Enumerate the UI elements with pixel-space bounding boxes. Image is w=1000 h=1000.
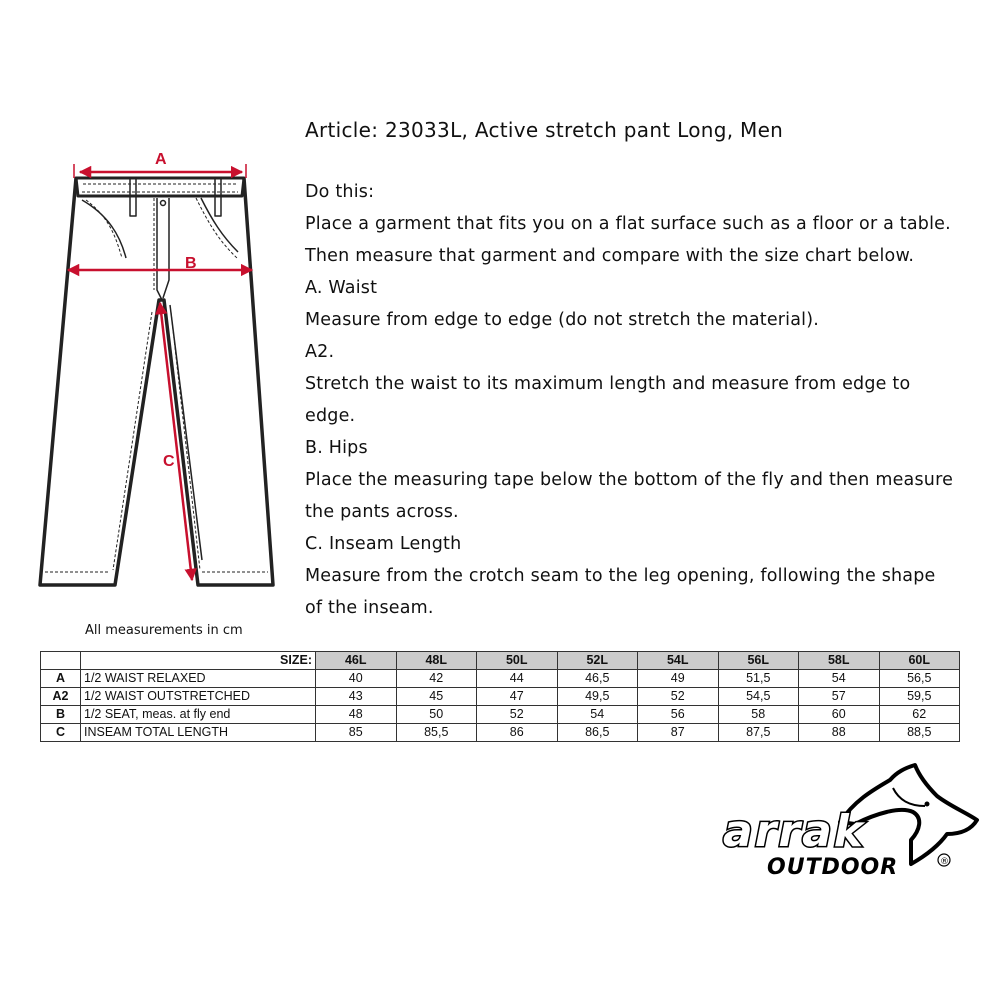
table-row [41,724,960,742]
row-label: 1/2 SEAT, meas. at fly end [81,706,316,724]
instruction-line: edge. [305,406,356,426]
measurement-cell: 49,5 [557,688,638,706]
measurement-cell: 88,5 [879,724,960,742]
measurement-cell: 45 [396,688,477,706]
table-row [41,706,960,724]
instruction-line: C. Inseam Length [305,534,462,554]
row-label: 1/2 WAIST OUTSTRETCHED [81,688,316,706]
size-header-cell: 46L [316,652,397,670]
size-header-cell: 52L [557,652,638,670]
measurement-cell: 52 [477,706,558,724]
size-chart-table [40,651,960,742]
measurement-cell: 40 [316,670,397,688]
row-label: INSEAM TOTAL LENGTH [81,724,316,742]
measurement-note: All measurements in cm [85,623,243,638]
row-code: A2 [41,688,81,706]
measurement-cell: 88 [799,724,880,742]
size-header-cell: 56L [718,652,799,670]
size-header-cell: 48L [396,652,477,670]
logo-arrak: arrak [723,806,866,857]
measurement-cell: 62 [879,706,960,724]
measurement-cell: 54 [557,706,638,724]
measurement-cell: 59,5 [879,688,960,706]
instruction-line: Then measure that garment and compare with the size chart below. [305,246,915,266]
pants-diagram [30,140,290,600]
arrak-outdoor-logo [715,760,985,880]
instruction-line: A. Waist [305,278,378,298]
instruction-line: the pants across. [305,502,459,522]
table-row [41,670,960,688]
measurement-cell: 86,5 [557,724,638,742]
table-row [41,688,960,706]
measurement-cell: 60 [799,706,880,724]
measurement-cell: 44 [477,670,558,688]
measurement-cell: 52 [638,688,719,706]
instruction-line: of the inseam. [305,598,434,618]
measurement-cell: 86 [477,724,558,742]
measurement-cell: 47 [477,688,558,706]
header-blank-cell [41,652,81,670]
measurement-cell: 42 [396,670,477,688]
article-title: Article: 23033L, Active stretch pant Long, Men [305,118,784,142]
instruction-line: Place a garment that fits you on a flat surface such as a floor or a table. [305,214,951,234]
instruction-line: Do this: [305,182,375,202]
row-code: B [41,706,81,724]
measurement-cell: 50 [396,706,477,724]
size-header-cell: 58L [799,652,880,670]
size-header-cell: 50L [477,652,558,670]
instruction-line: A2. [305,342,335,362]
size-header-cell: 60L [879,652,960,670]
instruction-line: Measure from the crotch seam to the leg opening, following the shape [305,566,936,586]
size-header-cell: 54L [638,652,719,670]
instruction-line: Place the measuring tape below the bottom of the fly and then measure [305,470,954,490]
row-label: 1/2 WAIST RELAXED [81,670,316,688]
measurement-cell: 54,5 [718,688,799,706]
measurement-cell: 51,5 [718,670,799,688]
measurement-cell: 43 [316,688,397,706]
instruction-line: Measure from edge to edge (do not stretch the material). [305,310,820,330]
registered-mark: ® [940,857,949,867]
measurement-cell: 57 [799,688,880,706]
row-code: C [41,724,81,742]
instruction-line: Stretch the waist to its maximum length and measure from edge to [305,374,911,394]
row-code: A [41,670,81,688]
label-a: A [155,151,167,168]
measurement-cell: 85,5 [396,724,477,742]
instructions [305,178,975,626]
logo-outdoor: OUTDOOR [767,855,899,880]
measurement-cell: 56,5 [879,670,960,688]
measurement-cell: 54 [799,670,880,688]
instruction-line: B. Hips [305,438,368,458]
size-label: SIZE: [81,652,316,670]
measurement-cell: 87,5 [718,724,799,742]
measurement-cell: 49 [638,670,719,688]
measurement-cell: 48 [316,706,397,724]
size-header-row [41,652,960,670]
measurement-cell: 58 [718,706,799,724]
measurement-cell: 85 [316,724,397,742]
measurement-cell: 87 [638,724,719,742]
measurement-cell: 46,5 [557,670,638,688]
label-c: C [163,453,175,470]
measurement-cell: 56 [638,706,719,724]
label-b: B [185,255,197,272]
